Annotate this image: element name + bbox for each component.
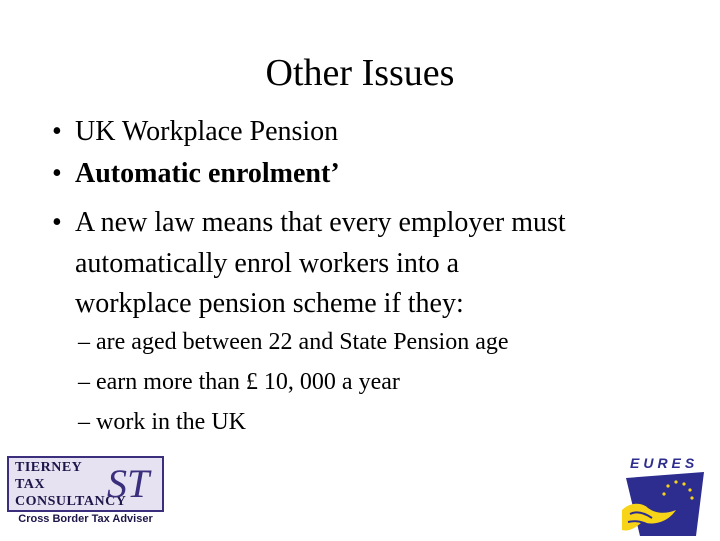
tierney-logo-line: TAX — [15, 477, 46, 492]
tierney-tax-logo — [7, 456, 164, 526]
bullet-marker: • — [52, 207, 62, 238]
eures-logo — [616, 452, 708, 536]
sub-bullet-item: – earn more than £ 10, 000 a year — [78, 369, 400, 395]
tierney-tagline: Cross Border Tax Adviser — [18, 513, 153, 525]
bullet-marker: • — [52, 158, 62, 189]
bullet-text-line: A new law means that every employer must — [75, 207, 566, 238]
bullet-marker: • — [52, 116, 62, 147]
eures-logo-graphic — [616, 452, 708, 536]
eures-wordmark: EURES — [630, 455, 699, 471]
bullet-text: UK Workplace Pension — [75, 116, 339, 147]
slide-title: Other Issues — [265, 52, 455, 94]
tierney-logo-line: CONSULTANCY — [15, 494, 127, 509]
tierney-monogram: ST — [107, 461, 150, 506]
sub-bullet-item: – work in the UK — [78, 409, 246, 435]
bullet-text-line: workplace pension scheme if they: — [75, 288, 464, 319]
sub-bullet-item: – are aged between 22 and State Pension age — [78, 329, 509, 355]
bullet-text: Automatic enrolment’ — [75, 158, 340, 189]
bullet-text-line: automatically enrol workers into a — [75, 248, 460, 279]
tierney-logo-line: TIERNEY — [15, 460, 83, 475]
tierney-logo-box — [7, 456, 164, 512]
